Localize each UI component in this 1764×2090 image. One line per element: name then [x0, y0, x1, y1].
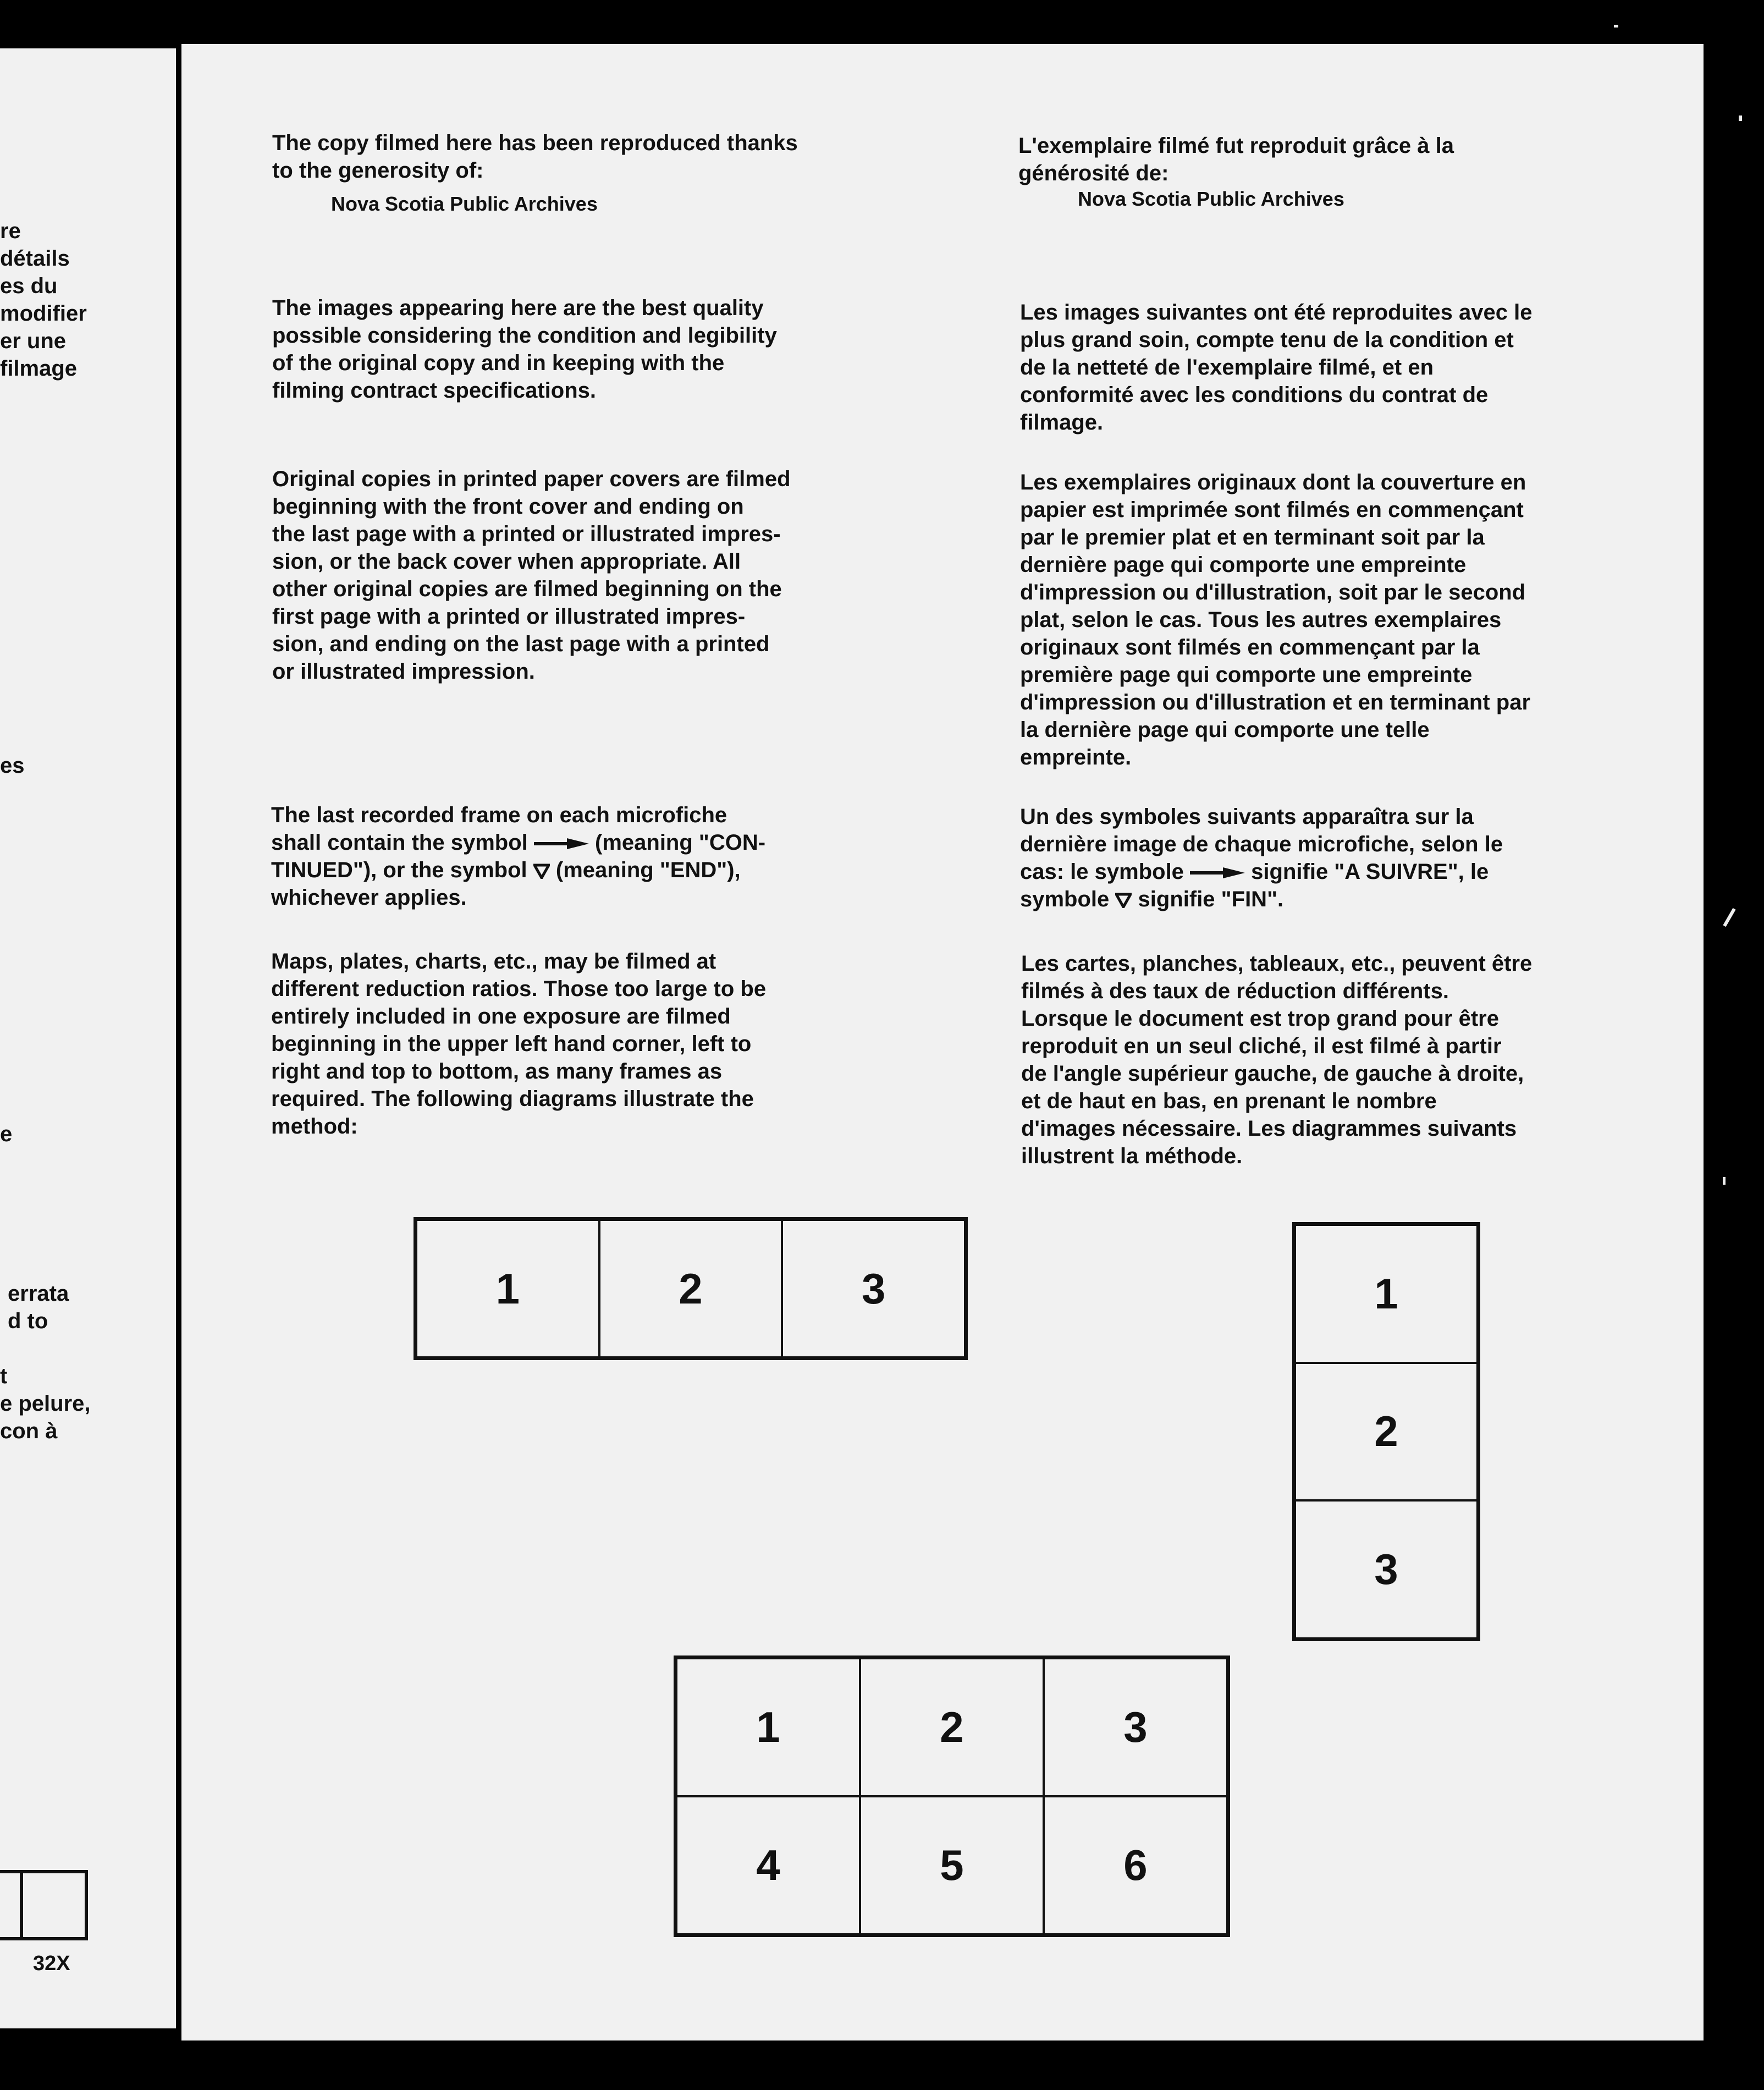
- left-fragment: modifier: [0, 301, 87, 326]
- left-fragment: errata: [8, 1282, 69, 1306]
- en-covers: Original copies in printed paper covers are filmed beginning with the front cover and ending on the last page with a printed or illustrated impres- sion, or the back cover when appropriate. All other original copies are filmed beginning on the first page with a printed or illustrated impres- sion, and ending on the last page with a printed or illustrated impression.: [272, 467, 791, 684]
- en-quality: The images appearing here are the best quality possible considering the condition and legibility of the original copy and in keeping with the filming contract specifications.: [272, 296, 777, 403]
- diagram-column-cell: 1: [1295, 1225, 1478, 1363]
- diagram-row-cell: 3: [782, 1220, 965, 1357]
- fr-thanks: L'exemplaire filmé fut reproduit grâce à la générosité de:: [1018, 134, 1454, 185]
- left-fragment: es du: [0, 274, 58, 298]
- fr-symbol-paragraph: [1020, 803, 1503, 913]
- diagram-grid-cell: 2: [860, 1658, 1044, 1796]
- left-fragment: e: [0, 1122, 13, 1146]
- left-fragment: d to: [8, 1309, 48, 1333]
- diagram-grid-cell: 6: [1044, 1796, 1227, 1934]
- fr-symbol-text-a: Un des symboles suivants apparaîtra sur la dernière image de chaque microfiche, selon le cas: le symbole: [1020, 805, 1503, 884]
- fr-quality: Les images suivantes ont été reproduites avec le plus grand soin, compte tenu de la condition et de la netteté de l'exemplaire filmé, et en conformité avec les conditions du contrat de filmage.: [1020, 300, 1533, 435]
- fr-covers: Les exemplaires originaux dont la couverture en papier est imprimée sont filmés en commençant par le premier plat et en terminant soit par la dernière page qui comporte une empreinte d'impression ou d'illustration, soit par le second plat, selon le cas. Tous les autres exemplaires originaux sont filmés en commençant par la première page qui comporte une empreinte d'impression ou d'illustration et en terminant par la dernière page qui comporte une telle empreinte.: [1020, 470, 1531, 769]
- scan-speck: [1723, 908, 1735, 927]
- en-maps: Maps, plates, charts, etc., may be filmed at different reduction ratios. Those too large to be entirely included in one exposure are filmed beginning in the upper left hand corner, left to right and top to bottom, as many frames as required. The following diagrams illustrate the method:: [271, 949, 767, 1138]
- scan-speck: [1614, 25, 1618, 28]
- diagram-grid: [674, 1656, 1230, 1937]
- en-thanks: The copy filmed here has been reproduced thanks to the generosity of:: [272, 131, 798, 183]
- fr-source: Nova Scotia Public Archives: [1078, 188, 1344, 210]
- en-source: Nova Scotia Public Archives: [331, 193, 598, 215]
- diagram-grid-cell: 5: [860, 1796, 1044, 1934]
- left-scale-label: 32X: [33, 1952, 70, 1975]
- left-fragment: con à: [0, 1419, 58, 1443]
- left-fragment: re: [0, 219, 21, 243]
- continued-arrow-icon: [534, 838, 589, 849]
- diagram-grid-cell: 1: [676, 1658, 860, 1796]
- fr-maps: Les cartes, planches, tableaux, etc., peuvent être filmés à des taux de réduction différents. Lorsque le document est trop grand pour être reproduit en un seul cliché, il est filmé à partir de l'angle supérieur gauche, de gauche à droite, et de haut en bas, en prenant le nombre d'images nécessaire. Les diagrammes suivants illustrent la méthode.: [1021, 952, 1533, 1168]
- end-triangle-icon: [533, 864, 550, 879]
- diagram-column: [1292, 1222, 1480, 1641]
- left-fragment: t: [0, 1364, 8, 1388]
- left-scale-boxes: [0, 1870, 88, 1940]
- scan-speck: [1723, 1177, 1726, 1185]
- suivre-arrow-icon: [1190, 867, 1245, 878]
- fin-triangle-icon: [1115, 893, 1132, 908]
- diagram-row-cell: 1: [416, 1220, 599, 1357]
- diagram-row: [414, 1217, 968, 1360]
- diagram-row-cell: 2: [599, 1220, 782, 1357]
- en-symbol-text-b: (meaning "CON- TINUED"), or the symbol: [271, 831, 766, 882]
- left-fragment: détails: [0, 246, 70, 271]
- fr-symbol-text-b: signifie "A SUIVRE", le symbole: [1020, 860, 1489, 911]
- fr-symbol-text-c: signifie "FIN".: [1132, 887, 1284, 911]
- left-fragment: e pelure,: [0, 1392, 91, 1416]
- en-symbol-text-a: The last recorded frame on each microfiche shall contain the symbol: [271, 803, 727, 855]
- diagram-grid-cell: 4: [676, 1796, 860, 1934]
- left-scale-divider: [20, 1873, 23, 1937]
- left-fragment: es: [0, 754, 25, 778]
- en-symbol-text-c: (meaning "END"), whichever applies.: [271, 858, 741, 910]
- diagram-column-cell: 2: [1295, 1363, 1478, 1501]
- left-fragment: er une: [0, 329, 67, 353]
- left-fragment: filmage: [0, 356, 78, 381]
- diagram-grid-cell: 3: [1044, 1658, 1227, 1796]
- en-symbol-paragraph: [271, 801, 765, 911]
- scan-speck: [1739, 116, 1742, 121]
- diagram-column-cell: 3: [1295, 1500, 1478, 1638]
